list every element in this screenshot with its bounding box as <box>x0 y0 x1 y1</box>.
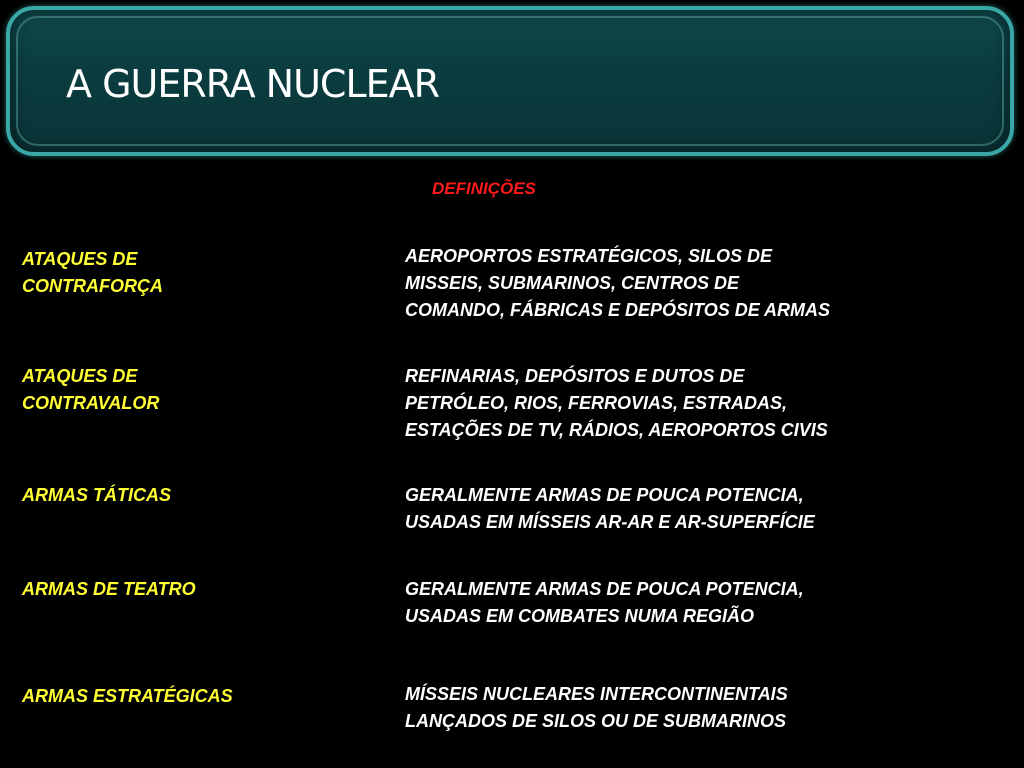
term-armas-taticas: ARMAS TÁTICAS <box>22 485 171 505</box>
definition-armas-estrategicas: MÍSSEIS NUCLEARES INTERCONTINENTAIS LANÇADOS DE SILOS OU DE SUBMARINOS <box>405 684 788 731</box>
title-banner <box>6 6 1014 156</box>
definition-armas-de-teatro: GERALMENTE ARMAS DE POUCA POTENCIA, USADAS EM COMBATES NUMA REGIÃO <box>405 579 804 626</box>
definition-armas-taticas: GERALMENTE ARMAS DE POUCA POTENCIA, USADAS EM MÍSSEIS AR-AR E AR-SUPERFÍCIE <box>405 485 815 532</box>
term-contravalor: ATAQUES DE CONTRAVALOR <box>22 366 160 413</box>
page-title: A GUERRA NUCLEAR <box>66 62 440 106</box>
definition-contraforca: AEROPORTOS ESTRATÉGICOS, SILOS DE MISSEIS, SUBMARINOS, CENTROS DE COMANDO, FÁBRICAS E DEPÓSITOS DE ARMAS <box>405 246 831 320</box>
definition-contravalor: REFINARIAS, DEPÓSITOS E DUTOS DE PETRÓLEO, RIOS, FERROVIAS, ESTRADAS, ESTAÇÕES DE TV, RÁDIOS, AEROPORTOS CIVIS <box>405 366 828 440</box>
term-armas-de-teatro: ARMAS DE TEATRO <box>22 579 196 599</box>
term-armas-estrategicas: ARMAS ESTRATÉGICAS <box>22 686 233 706</box>
section-heading: DEFINIÇÕES <box>432 179 536 198</box>
term-contraforca: ATAQUES DE CONTRAFORÇA <box>22 249 163 296</box>
